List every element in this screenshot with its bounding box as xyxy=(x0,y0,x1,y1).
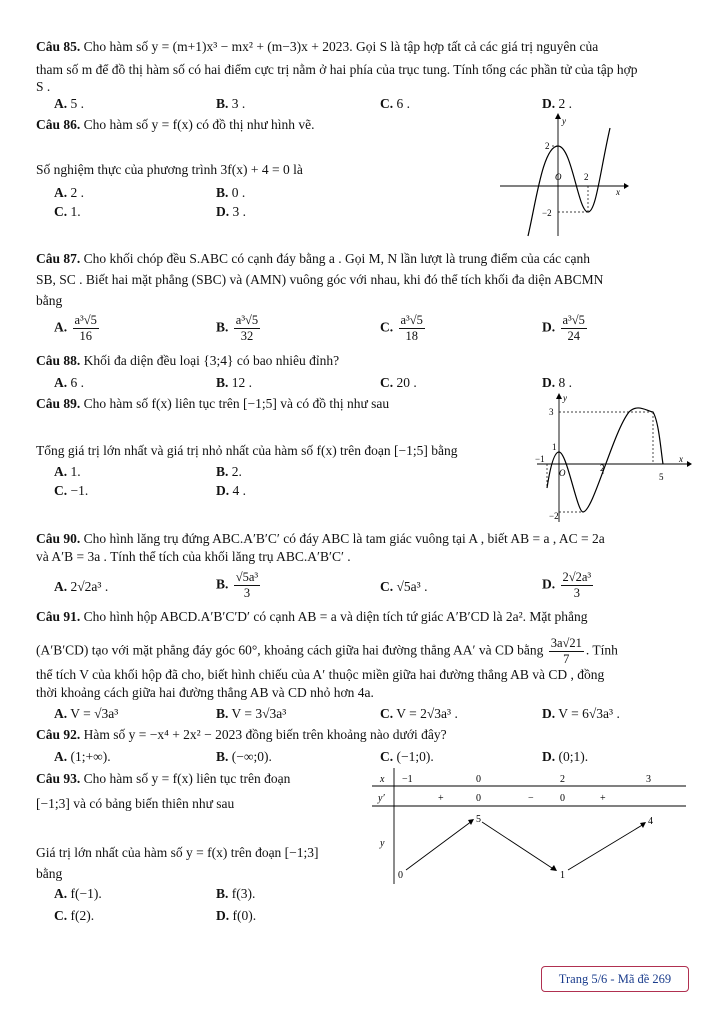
q86-graph-y-label: y xyxy=(562,116,566,126)
q89-graph-x-label: x xyxy=(679,454,683,464)
q93-variation-table xyxy=(372,768,686,886)
q89-graph-origin: O xyxy=(559,468,566,478)
q93-table-x-value: −1 xyxy=(402,774,413,785)
q85-option-d[interactable]: D. 2 . xyxy=(542,96,572,111)
q86-option-b[interactable]: B. 0 . xyxy=(216,185,246,200)
q92-option-a[interactable]: A. (1;+∞). xyxy=(54,749,111,764)
q92-option-c[interactable]: C. (−1;0). xyxy=(380,749,434,764)
q88-line1: Câu 88. Khối đa diện đều loại {3;4} có bao nhiêu đỉnh? xyxy=(36,353,340,368)
q85-line2: tham số m để đồ thị hàm số có hai điểm cực trị nằm ở hai phía của trục tung. Tính tổng các phần tử của tập hợp xyxy=(36,62,638,77)
q89-option-d[interactable]: D. 4 . xyxy=(216,483,246,498)
q93-table-y-label: y xyxy=(380,838,385,849)
q86-option-c[interactable]: C. 1. xyxy=(54,204,81,219)
q93-table-y-value: 4 xyxy=(648,816,653,827)
q86-line2: Số nghiệm thực của phương trình 3f(x) + 4 = 0 là xyxy=(36,162,303,177)
q93-table-sign: 0 xyxy=(476,793,481,804)
q87-option-a[interactable]: A. $\frac{\text{a³√5}}{16}$ xyxy=(54,313,97,343)
q93-table-sign: + xyxy=(600,793,606,804)
q86-graph-tick-neg2: −2 xyxy=(542,208,552,218)
q93-table-yp-label: y′ xyxy=(378,793,385,804)
q86-option-a[interactable]: A. 2 . xyxy=(54,185,84,200)
q93-table-y-value: 1 xyxy=(560,870,565,881)
q89-graph-tick-neg2: −2 xyxy=(549,511,559,521)
q87-option-d[interactable]: D. $\frac{\text{a³√5}}{24}$ xyxy=(542,313,585,343)
q91-option-a[interactable]: A. V = √3a³ xyxy=(54,706,119,721)
q90-option-a[interactable]: A. 2√2a³ . xyxy=(54,579,109,594)
q91-option-d[interactable]: D. V = 6√3a³ . xyxy=(542,706,620,721)
q86-graph-tick-2y: 2 xyxy=(545,141,550,151)
q85-option-a[interactable]: A. 5 . xyxy=(54,96,84,111)
q91-line2: (A′B′CD) tạo với mặt phẳng đáy góc 60°, khoảng cách giữa hai đường thẳng AA′ và CD bằng $\frac{3a√21}{7}$ . Tính xyxy=(36,636,618,666)
q85-line1 xyxy=(36,38,689,56)
q91-line3: thể tích V của khối hộp đã cho, biết hình chiếu của A′ thuộc miền giữa hai đường thẳng AB và CD , đồng xyxy=(36,667,605,682)
q86-graph xyxy=(498,112,628,240)
q89-graph-tick-3: 3 xyxy=(549,407,554,417)
page-footer: Trang 5/6 - Mã đề 269 xyxy=(541,966,689,992)
q91-line4: thời khoảng cách giữa hai đường thẳng AB và CD nhỏ hơn 4a. xyxy=(36,685,374,700)
q93-table-sign: − xyxy=(528,793,534,804)
q89-graph-y-label: y xyxy=(563,393,567,403)
q86-option-d[interactable]: D. 3 . xyxy=(216,204,246,219)
q88-option-a[interactable]: A. 6 . xyxy=(54,375,84,390)
q91-option-b[interactable]: B. V = 3√3a³ xyxy=(216,706,287,721)
q89-graph-tick-2: 2 xyxy=(600,463,605,473)
q87-option-b[interactable]: B. $\frac{\text{a³√5}}{32}$ xyxy=(216,313,259,343)
q87-line3: bằng xyxy=(36,293,63,308)
q90-line2: và A′B = 3a . Tính thể tích của khối lăng trụ ABC.A′B′C′ . xyxy=(36,549,351,564)
q87-line1: Câu 87. Cho khối chóp đều S.ABC có cạnh đáy bằng a . Gọi M, N lần lượt là trung điểm của các cạnh xyxy=(36,251,590,266)
q85-line3: S . xyxy=(36,79,51,94)
q90-line1: Câu 90. Cho hình lăng trụ đứng ABC.A′B′C′ có đáy ABC là tam giác vuông tại A , biết AB = a , AC = 2a xyxy=(36,531,605,546)
q87-line2: SB, SC . Biết hai mặt phẳng (SBC) và (AMN) vuông góc với nhau, khi đó thể tích khối đa diện ABCMN xyxy=(36,272,604,287)
q92-line1: Câu 92. Hàm số y = −x⁴ + 2x² − 2023 đồng biến trên khoảng nào dưới đây? xyxy=(36,727,447,742)
q87-option-c[interactable]: C. $\frac{\text{a³√5}}{18}$ xyxy=(380,313,423,343)
q85-option-b[interactable]: B. 3 . xyxy=(216,96,246,111)
q89-line1: Câu 89. Cho hàm số f(x) liên tục trên [−1;5] và có đồ thị như sau xyxy=(36,396,390,411)
q90-option-d[interactable]: D. $\frac{\text{2√2a³}}{3}$ xyxy=(542,570,592,600)
q93-table-x-value: 2 xyxy=(560,774,565,785)
q92-option-b[interactable]: B. (−∞;0). xyxy=(216,749,272,764)
q93-table-y-value: 0 xyxy=(398,870,403,881)
q93-table-sign: + xyxy=(438,793,444,804)
q86-graph-x-label: x xyxy=(616,187,620,197)
q93-line1: Câu 93. Cho hàm số y = f(x) liên tục trên đoạn xyxy=(36,771,291,786)
q89-option-a[interactable]: A. 1. xyxy=(54,464,81,479)
q91-option-c[interactable]: C. V = 2√3a³ . xyxy=(380,706,458,721)
q93-option-d[interactable]: D. f(0). xyxy=(216,908,257,923)
q89-graph-tick-1: 1 xyxy=(552,442,557,452)
q88-option-d[interactable]: D. 8 . xyxy=(542,375,572,390)
q93-option-c[interactable]: C. f(2). xyxy=(54,908,95,923)
q93-table-y-value: 5 xyxy=(476,814,481,825)
q88-option-c[interactable]: C. 20 . xyxy=(380,375,417,390)
q85-label: Câu 85. xyxy=(36,39,81,54)
q93-line2: [−1;3] và có bảng biến thiên như sau xyxy=(36,796,235,811)
q89-option-c[interactable]: C. −1. xyxy=(54,483,89,498)
q88-option-b[interactable]: B. 12 . xyxy=(216,375,253,390)
q93-line4: bằng xyxy=(36,866,63,881)
q86-graph-tick-2x: 2 xyxy=(584,172,589,182)
q89-option-b[interactable]: B. 2. xyxy=(216,464,242,479)
q93-table-x-label: x xyxy=(380,774,385,785)
q89-line2: Tổng giá trị lớn nhất và giá trị nhỏ nhất của hàm số f(x) trên đoạn [−1;5] bằng xyxy=(36,443,458,458)
q90-option-b[interactable]: B. $\frac{\text{√5a³}}{3}$ xyxy=(216,570,259,600)
q91-line1: Câu 91. Cho hình hộp ABCD.A′B′C′D′ có cạnh AB = a và diện tích tứ giác A′B′CD là 2a². Mặt phẳng xyxy=(36,609,588,624)
q89-graph xyxy=(533,392,693,524)
q93-line3: Giá trị lớn nhất của hàm số y = f(x) trên đoạn [−1;3] xyxy=(36,845,319,860)
q93-table-x-value: 3 xyxy=(646,774,651,785)
q89-graph-tick-neg1: −1 xyxy=(535,454,545,464)
q93-option-b[interactable]: B. f(3). xyxy=(216,886,256,901)
q85-option-c[interactable]: C. 6 . xyxy=(380,96,410,111)
q93-table-x-value: 0 xyxy=(476,774,481,785)
q93-option-a[interactable]: A. f(−1). xyxy=(54,886,102,901)
q92-option-d[interactable]: D. (0;1). xyxy=(542,749,589,764)
q90-option-c[interactable]: C. √5a³ . xyxy=(380,579,428,594)
q86-line1: Câu 86. Cho hàm số y = f(x) có đồ thị như hình vẽ. xyxy=(36,117,315,132)
q85-text1: Cho hàm số y = (m+1)x³ − mx² + (m−3)x + 2023. Gọi S là tập hợp tất cả các giá trị nguyên của xyxy=(83,39,599,54)
q89-graph-tick-5: 5 xyxy=(659,472,664,482)
q93-table-sign: 0 xyxy=(560,793,565,804)
q86-graph-origin: O xyxy=(555,172,562,182)
